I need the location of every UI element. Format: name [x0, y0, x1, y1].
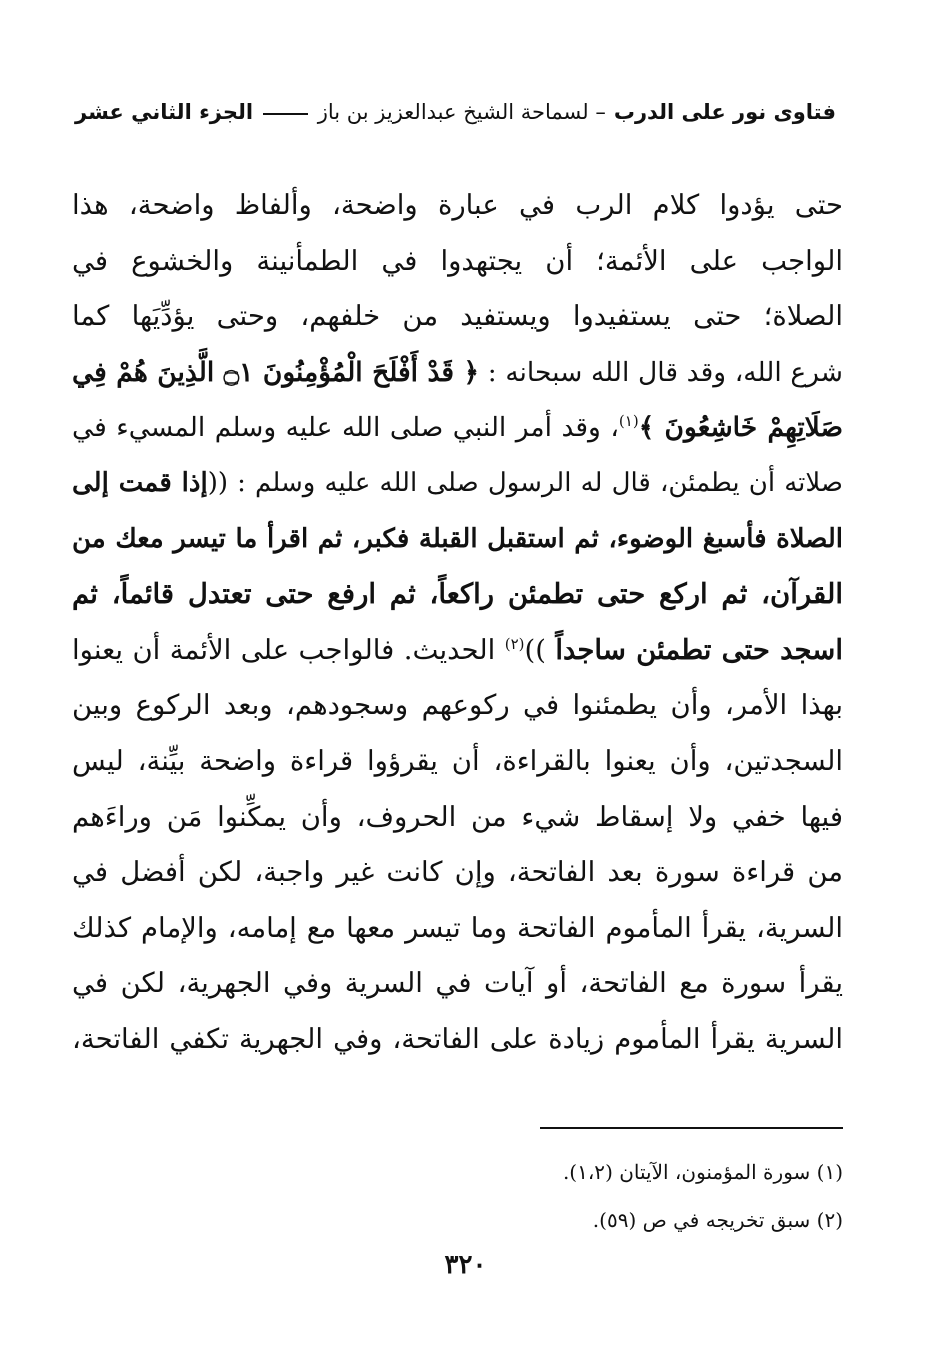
main-text [72, 178, 843, 1068]
text-segment: السجدتين، وأن يعنوا بالقراءة، أن يقرؤوا قراءة واضحة بيِّنة، ليس [72, 744, 843, 777]
quran-verse: صَلَاتِهِمْ خَاشِعُونَ ﴾ [638, 412, 843, 444]
text-line [72, 1012, 843, 1068]
text-segment: بهذا الأمر، وأن يطمئنوا في ركوعهم وسجودهم، وبعد الركوع وبين [72, 689, 843, 722]
text-segment: الحديث. فالواجب على الأئمة أن يعنوا [72, 633, 505, 666]
text-line [72, 178, 843, 234]
hadith-text: الصلاة فأسبغ الوضوء، ثم استقبل القبلة فكبر، ثم اقرأ ما تيسر معك من [72, 523, 843, 554]
text-line [72, 901, 843, 957]
page-number: ٣٢٠ [444, 1250, 487, 1280]
footnotes [200, 1148, 843, 1244]
text-segment: )) [524, 633, 556, 666]
footnote-2: (٢) سبق تخريجه في ص (٥٩). [592, 1208, 843, 1232]
text-line [72, 623, 843, 679]
hadith-text: اسجد حتى تطمئن ساجداً [555, 633, 843, 666]
text-segment: السرية يقرأ المأموم زيادة على الفاتحة، وفي الجهرية تكفي الفاتحة، [72, 1022, 843, 1055]
book-title: فتاوى نور على الدرب [613, 100, 836, 124]
text-line [72, 456, 843, 512]
footnote-marker: (٢) [504, 634, 525, 653]
volume-label: الجزء الثاني عشر [75, 100, 254, 124]
text-line [72, 234, 843, 290]
header-author: – لسماحة الشيخ عبدالعزيز بن باز [317, 100, 606, 124]
hadith-text: القرآن، ثم اركع حتى تطمئن راكعاً، ثم ارفع حتى تعتدل قائماً، ثم [72, 578, 843, 611]
quran-verse: ﴿ قَدْ أَفْلَحَ الْمُؤْمِنُونَ ۝١ الَّذِينَ هُمْ فِي [72, 356, 480, 388]
text-line [72, 956, 843, 1012]
footnote-marker: (١) [618, 412, 639, 431]
text-segment: صلاته أن يطمئن، قال له الرسول صلى الله عليه وسلم : (( [207, 467, 843, 498]
text-segment: حتى يؤدوا كلام الرب في عبارة واضحة، وألفاظ واضحة، هذا [72, 189, 843, 221]
text-line [72, 289, 843, 345]
header-rule [263, 113, 308, 115]
text-segment: الصلاة؛ حتى يستفيدوا ويستفيد من خلفهم، وحتى يؤدِّيَها كما [72, 300, 843, 333]
text-line [72, 400, 843, 456]
text-line [72, 345, 843, 401]
footnote-1: (١) سورة المؤمنون، الآيتان (١،٢). [562, 1160, 843, 1184]
footnote-separator [540, 1127, 843, 1129]
text-line [72, 845, 843, 901]
text-line [72, 512, 843, 568]
text-segment: من قراءة سورة بعد الفاتحة، وإن كانت غير واجبة، لكن أفضل في [72, 856, 843, 889]
text-segment: ، وقد أمر النبي صلى الله عليه وسلم المسيء في [72, 412, 619, 444]
text-line [72, 567, 843, 623]
text-line [72, 790, 843, 846]
text-segment: السرية، يقرأ المأموم الفاتحة وما تيسر معها مع إمامه، والإمام كذلك [72, 911, 843, 944]
text-line [72, 678, 843, 734]
text-segment: فيها خفي ولا إسقاط شيء من الحروف، وأن يمكِّنوا مَن وراءَهم [72, 800, 843, 833]
hadith-text: إذا قمت إلى [72, 467, 208, 498]
running-header [75, 92, 836, 132]
text-line [72, 734, 843, 790]
text-segment: يقرأ سورة مع الفاتحة، أو آيات في السرية وفي الجهرية، لكن في [72, 967, 843, 1000]
text-segment: شرع الله، وقد قال الله سبحانه : [479, 356, 843, 388]
text-segment: الواجب على الأئمة؛ أن يجتهدوا في الطمأنينة والخشوع في [72, 244, 843, 277]
